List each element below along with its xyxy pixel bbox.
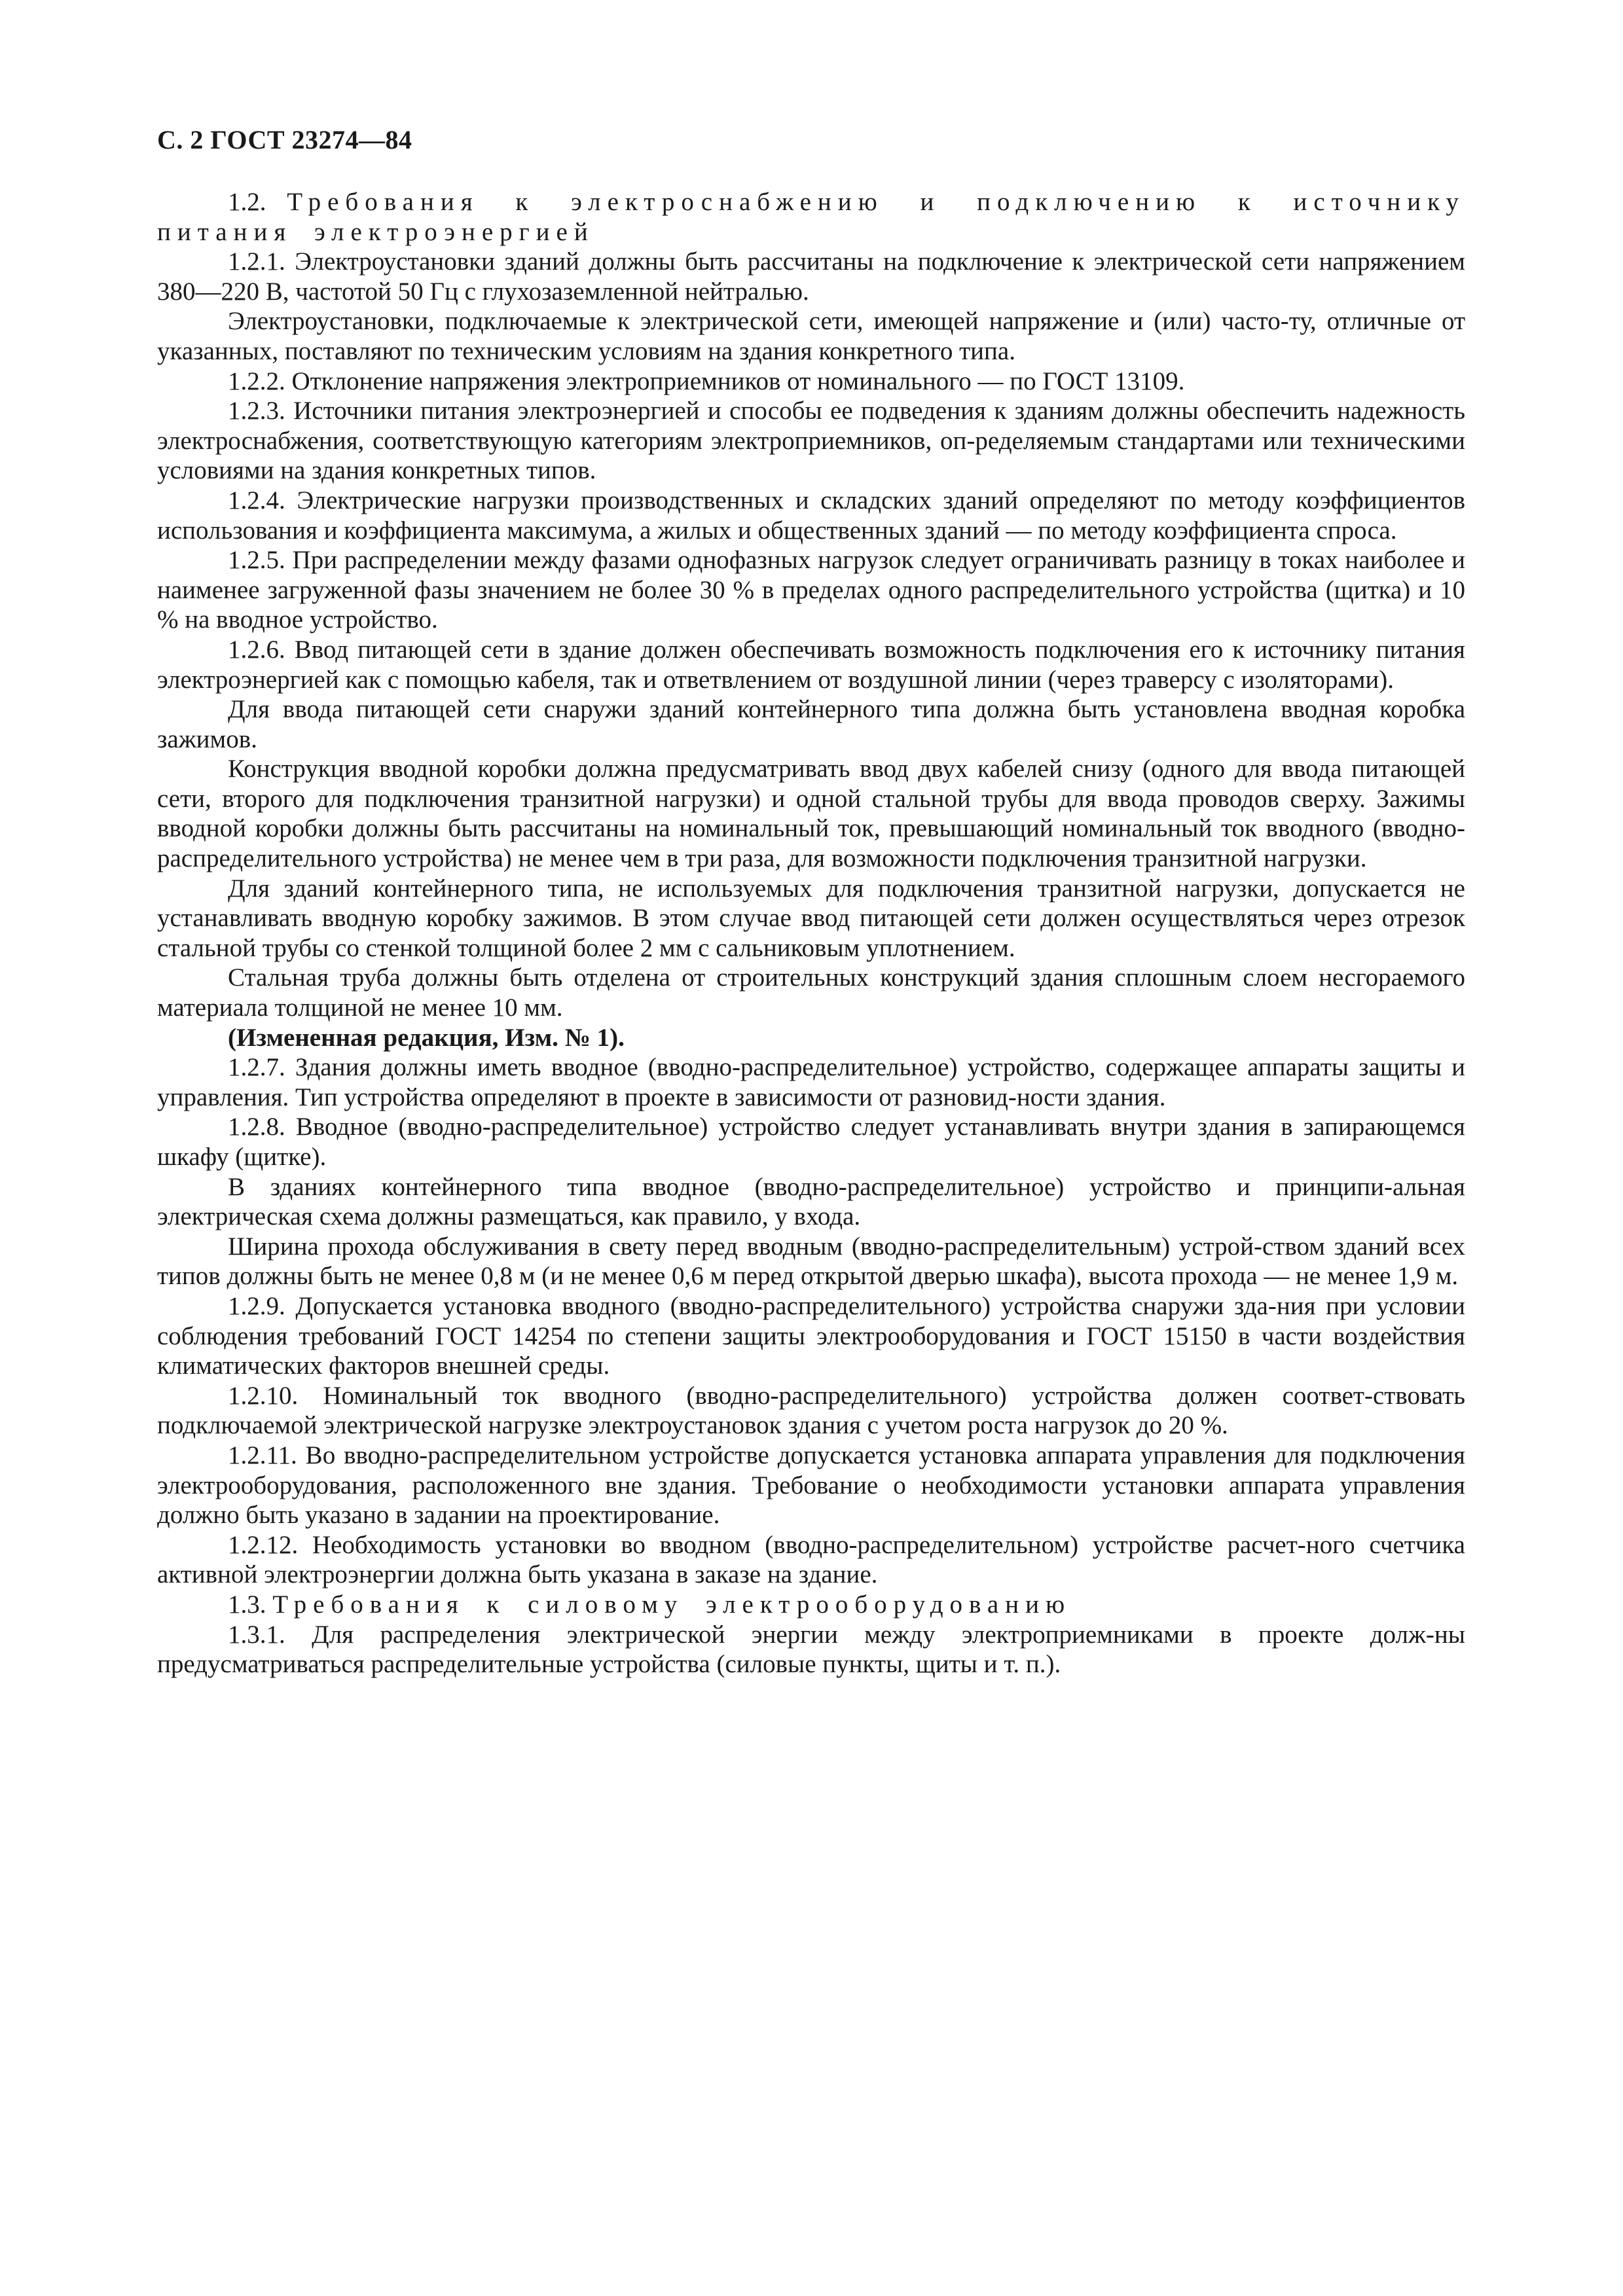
paragraph: 1.3.1. Для распределения электрической энергии между электроприемниками в проекте долж-ны предусматриваться распределительные устройства (силовые пункты, щиты и т. п.). <box>157 1620 1465 1679</box>
section-heading-1-3 <box>157 1590 1465 1620</box>
page-header: С. 2 ГОСТ 23274—84 <box>157 125 412 154</box>
paragraph: Стальная труба должны быть отделена от строительных конструкций здания сплошным слоем несгораемого материала толщиной не менее 10 мм. <box>157 963 1465 1022</box>
section-number: 1.3. <box>228 1590 266 1619</box>
amendment-note: (Измененная редакция, Изм. № 1). <box>228 1023 625 1052</box>
paragraph: 1.2.6. Ввод питающей сети в здание должен обеспечивать возможность подключения его к источнику питания электроэнергией как с помощью кабеля, так и ответвлением от воздушной линии (через траверсу с изоляторами). <box>157 635 1465 694</box>
paragraph: 1.2.2. Отклонение напряжения электроприемников от номинального — по ГОСТ 13109. <box>228 367 1185 395</box>
section-heading-1-2 <box>157 187 1465 247</box>
paragraph: 1.2.11. Во вводно-распределительном устройстве допускается установка аппарата управления для подключения электрооборудования, расположенного вне здания. Требование о необходимости установки аппарата управления должно быть указано в задании на проектирование. <box>157 1441 1465 1530</box>
paragraph: Конструкция вводной коробки должна предусматривать ввод двух кабелей снизу (одного для ввода питающей сети, второго для подключения транзитной нагрузки) и одной стальной трубы для ввода проводов сверху. Зажимы вводной коробки должны быть рассчитаны на номинальный ток, превышающий номинальный ток вводного (вводно-распределительного устройства) не менее чем в три раза, для возможности подключения транзитной нагрузки. <box>157 755 1465 873</box>
paragraph: 1.2.4. Электрические нагрузки производственных и складских зданий определяют по методу коэффициентов использования и коэффициента максимума, а жилых и общественных зданий — по методу коэффициента спроса. <box>157 486 1465 545</box>
section-title: Требования к электроснабжению и подключению к источнику питания электроэнергией <box>157 188 1465 246</box>
paragraph: 1.2.10. Номинальный ток вводного (вводно-распределительного) устройства должен соответ-ствовать подключаемой электрической нагрузке электроустановок здания с учетом роста нагрузок до 20 %. <box>157 1381 1465 1440</box>
section-title: Требования к силовому электрооборудованию <box>272 1590 1072 1619</box>
paragraph: 1.2.12. Необходимость установки во вводном (вводно-распределительном) устройстве расчет-ного счетчика активной электроэнергии должна быть указана в заказе на здание. <box>157 1530 1465 1589</box>
paragraph: 1.2.5. При распределении между фазами однофазных нагрузок следует ограничивать разницу в токах наиболее и наименее загруженной фазы значением не более 30 % в пределах одного распределительного устройства (щитка) и 10 % на вводное устройство. <box>157 546 1465 634</box>
paragraph: Электроустановки, подключаемые к электрической сети, имеющей напряжение и (или) часто-ту, отличные от указанных, поставляют по техническим условиям на здания конкретного типа. <box>157 307 1465 365</box>
paragraph: Ширина прохода обслуживания в свету перед вводным (вводно-распределительным) устрой-ством зданий всех типов должны быть не менее 0,8 м (и не менее 0,6 м перед открытой дверью шкафа), высота прохода — не менее 1,9 м. <box>157 1232 1465 1291</box>
document-body <box>157 187 1465 1679</box>
paragraph: 1.2.9. Допускается установка вводного (вводно-распределительного) устройства снаружи зда-ния при условии соблюдения требований ГОСТ 14254 по степени защиты электрооборудования и ГОСТ 15150 в части воздействия климатических факторов внешней среды. <box>157 1291 1465 1380</box>
paragraph: 1.2.1. Электроустановки зданий должны быть рассчитаны на подключение к электрической сети напряжением 380—220 В, частотой 50 Гц с глухозаземленной нейтралью. <box>157 247 1465 306</box>
paragraph: 1.2.7. Здания должны иметь вводное (вводно-распределительное) устройство, содержащее аппараты защиты и управления. Тип устройства определяют в проекте в зависимости от разновид-ности здания. <box>157 1053 1465 1111</box>
paragraph: Для зданий контейнерного типа, не используемых для подключения транзитной нагрузки, допускается не устанавливать вводную коробку зажимов. В этом случае ввод питающей сети должен осуществляться через отрезок стальной трубы со стенкой толщиной более 2 мм с сальниковым уплотнением. <box>157 874 1465 962</box>
paragraph: 1.2.8. Вводное (вводно-распределительное) устройство следует устанавливать внутри здания в запирающемся шкафу (щитке). <box>157 1113 1465 1171</box>
paragraph: Для ввода питающей сети снаружи зданий контейнерного типа должна быть установлена вводная коробка зажимов. <box>157 695 1465 753</box>
section-number: 1.2. <box>228 188 266 216</box>
paragraph: 1.2.3. Источники питания электроэнергией и способы ее подведения к зданиям должны обеспечить надежность электроснабжения, соответствующую категориям электроприемников, оп-ределяемым стандартами или техническими условиями на здания конкретных типов. <box>157 397 1465 485</box>
paragraph: В зданиях контейнерного типа вводное (вводно-распределительное) устройство и принципи-альная электрическая схема должны размещаться, как правило, у входа. <box>157 1172 1465 1231</box>
